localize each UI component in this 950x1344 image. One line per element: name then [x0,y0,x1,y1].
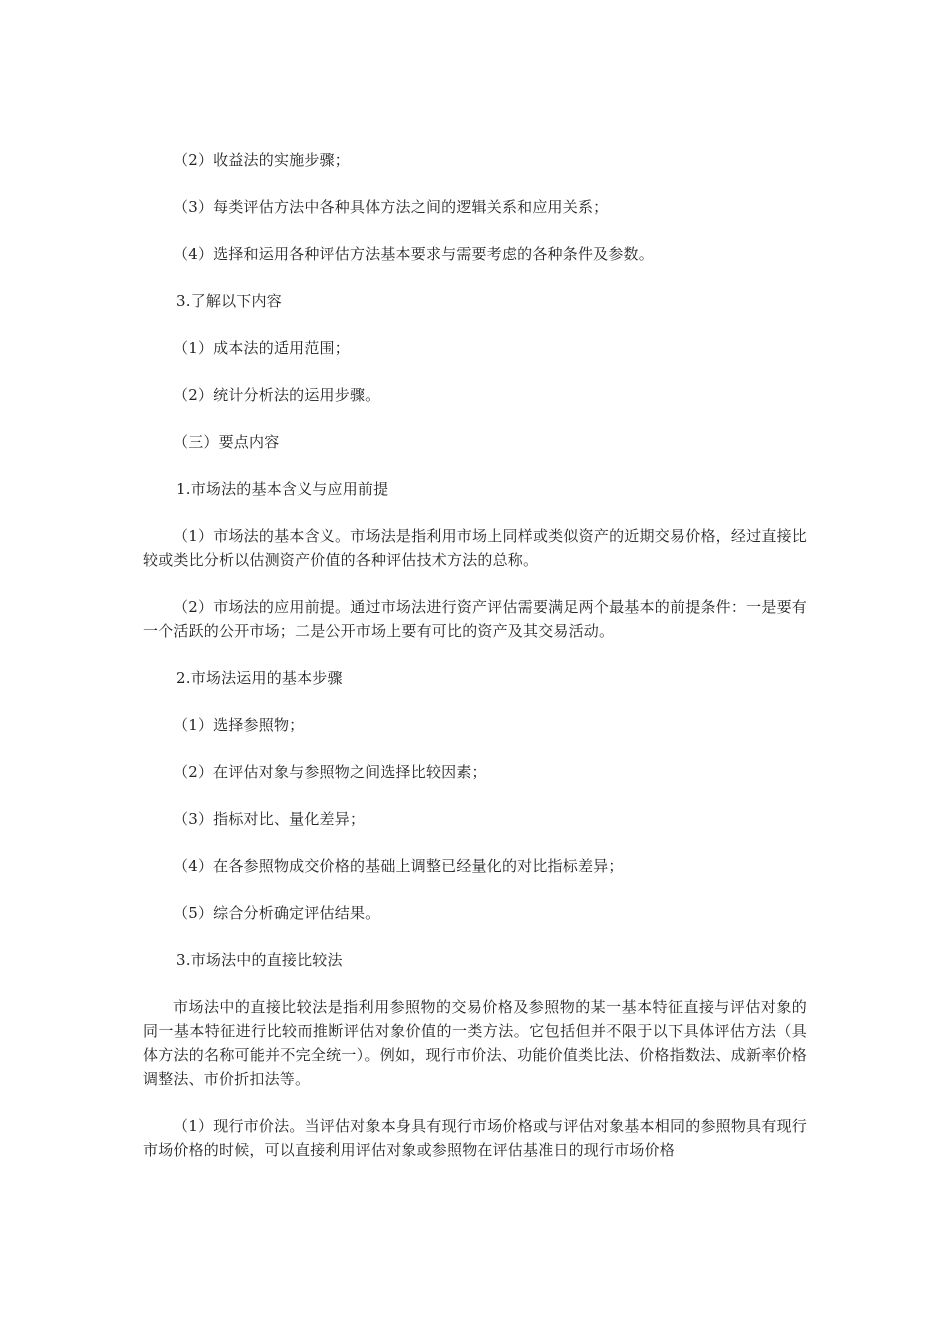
paragraph-market-approach-meaning: （1）市场法的基本含义。市场法是指利用市场上同样或类似资产的近期交易价格，经过直接比较或类比分析以估测资产价值的各种评估技术方法的总称。 [143,527,807,569]
heading-market-approach-steps: 2.市场法运用的基本步骤 [176,669,343,687]
paragraph-statistical-analysis-steps: （2）统计分析法的运用步骤。 [173,386,381,404]
paragraph-method-requirements: （4）选择和运用各种评估方法基本要求与需要考虑的各种条件及参数。 [173,245,654,263]
heading-key-points: （三）要点内容 [173,433,280,451]
paragraph-step-quantify-differences: （3）指标对比、量化差异； [173,810,366,828]
heading-understand-contents: 3.了解以下内容 [176,292,282,310]
paragraph-cost-approach-scope: （1）成本法的适用范围； [173,339,350,357]
paragraph-direct-comparison-definition: 市场法中的直接比较法是指利用参照物的交易价格及参照物的某一基本特征直接与评估对象的同一基本特征进行比较而推断评估对象价值的一类方法。它包括但并不限于以下具体评估方法（具体方法的名称可能并不完全统一）。例如，现行市价法、功能价值类比法、价格指数法、成新率价格调整法、市价折扣法等。 [143,998,807,1088]
document-body [143,148,807,1185]
paragraph-market-approach-premise: （2）市场法的应用前提。通过市场法进行资产评估需要满足两个最基本的前提条件：一是要有一个活跃的公开市场；二是公开市场上要有可比的资产及其交易活动。 [143,598,807,640]
paragraph-step-adjust-differences: （4）在各参照物成交价格的基础上调整已经量化的对比指标差异； [173,857,624,875]
paragraph-method-relations: （3）每类评估方法中各种具体方法之间的逻辑关系和应用关系； [173,198,609,216]
paragraph-current-market-price-method: （1）现行市价法。当评估对象本身具有现行市场价格或与评估对象基本相同的参照物具有现行市场价格的时候，可以直接利用评估对象或参照物在评估基准日的现行市场价格 [143,1117,807,1159]
heading-market-approach-definition: 1.市场法的基本含义与应用前提 [176,480,389,498]
paragraph-step-determine-result: （5）综合分析确定评估结果。 [173,904,381,922]
paragraph-step-select-reference: （1）选择参照物； [173,716,305,734]
heading-direct-comparison: 3.市场法中的直接比较法 [176,951,343,969]
paragraph-income-approach-steps: （2）收益法的实施步骤； [173,151,350,169]
paragraph-step-select-factors: （2）在评估对象与参照物之间选择比较因素； [173,763,487,781]
